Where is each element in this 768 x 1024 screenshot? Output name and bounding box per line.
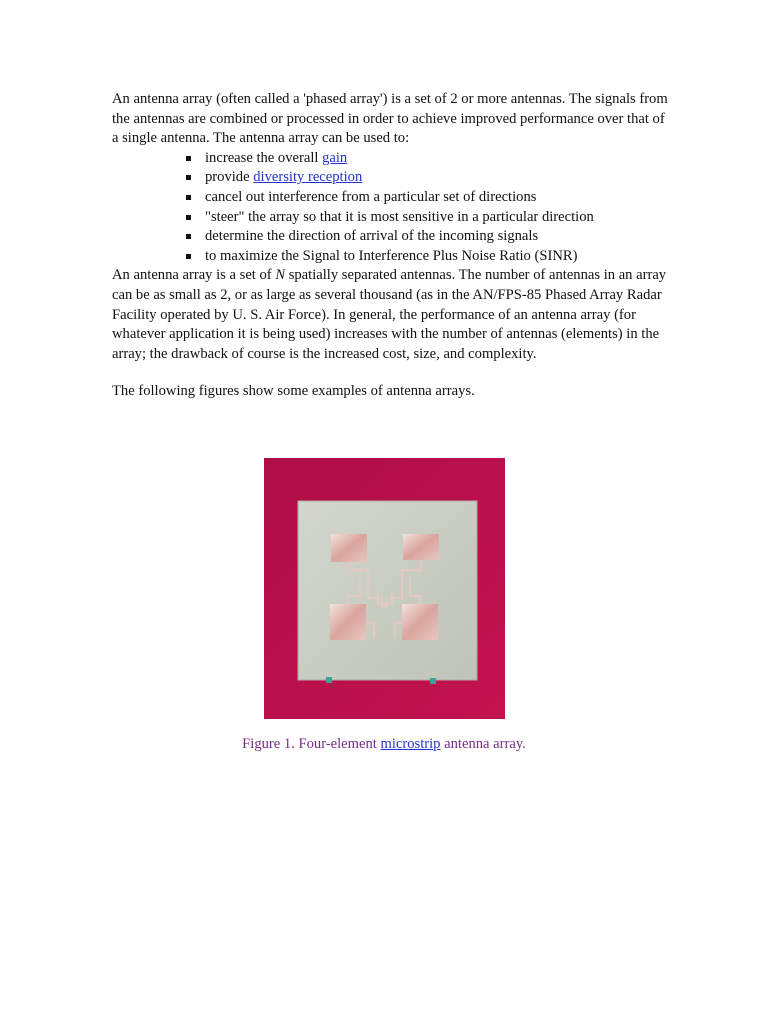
list-item — [186, 227, 672, 247]
microstrip-link[interactable]: microstrip — [380, 736, 441, 752]
intro-paragraph — [112, 90, 672, 149]
intro-text-1: An antenna array (often called a — [112, 91, 304, 107]
list-item — [186, 188, 672, 208]
list-item-text: determine the direction of arrival of the incoming signals — [205, 228, 539, 245]
list-item — [186, 149, 672, 169]
list-item — [186, 208, 672, 228]
uses-list — [112, 149, 672, 267]
microstrip-board-illustration — [264, 458, 505, 719]
paragraph-spacer — [112, 364, 672, 382]
list-item-text: to maximize the Signal to Interference Plus Noise Ratio (SINR) — [205, 247, 578, 264]
document-body — [112, 90, 672, 402]
list-item-text: cancel out interference from a particular set of directions — [205, 188, 537, 205]
figures-intro-paragraph: The following figures show some examples of antenna arrays. — [112, 383, 475, 400]
diversity-reception-link[interactable]: diversity reception — [253, 169, 363, 186]
caption-text-1: Figure 1. Four-element — [242, 736, 381, 752]
list-item-text: "steer" the array so that it is most sensitive in a particular direction — [205, 208, 594, 225]
array-description-paragraph — [112, 266, 672, 364]
antenna-array-photo — [264, 458, 505, 719]
caption-text-2: antenna array. — [440, 736, 526, 752]
n-variable: N — [275, 267, 286, 284]
list-item-text: increase the overall — [205, 149, 323, 166]
list-item — [186, 168, 672, 188]
intro-text-2: ) is a set of 2 or more antennas. The signals from the antennas are combined or processed in order to achieve improved performance over that of a single antenna. The antenna array can be used to: — [112, 91, 668, 147]
para2-text-2: spatially separated antennas. The number of antennas in an array can be as small as 2, or as large as several thousand (as in the AN/FPS-85 Phased Array Radar Facility operated by U. S. Air Force). In general, the performance of an antenna array (for whatever application it is being used) increases with the number of antennas (elements) in the array; the drawback of course is the increased cost, size, and complexity. — [112, 267, 667, 362]
phased-array-term: 'phased array' — [303, 91, 383, 107]
list-item — [186, 247, 672, 267]
figure-1-caption — [0, 736, 768, 753]
list-item-text: provide — [205, 169, 254, 186]
gain-link[interactable]: gain — [322, 149, 348, 166]
para2-text-1: An antenna array is a set of — [112, 267, 276, 284]
